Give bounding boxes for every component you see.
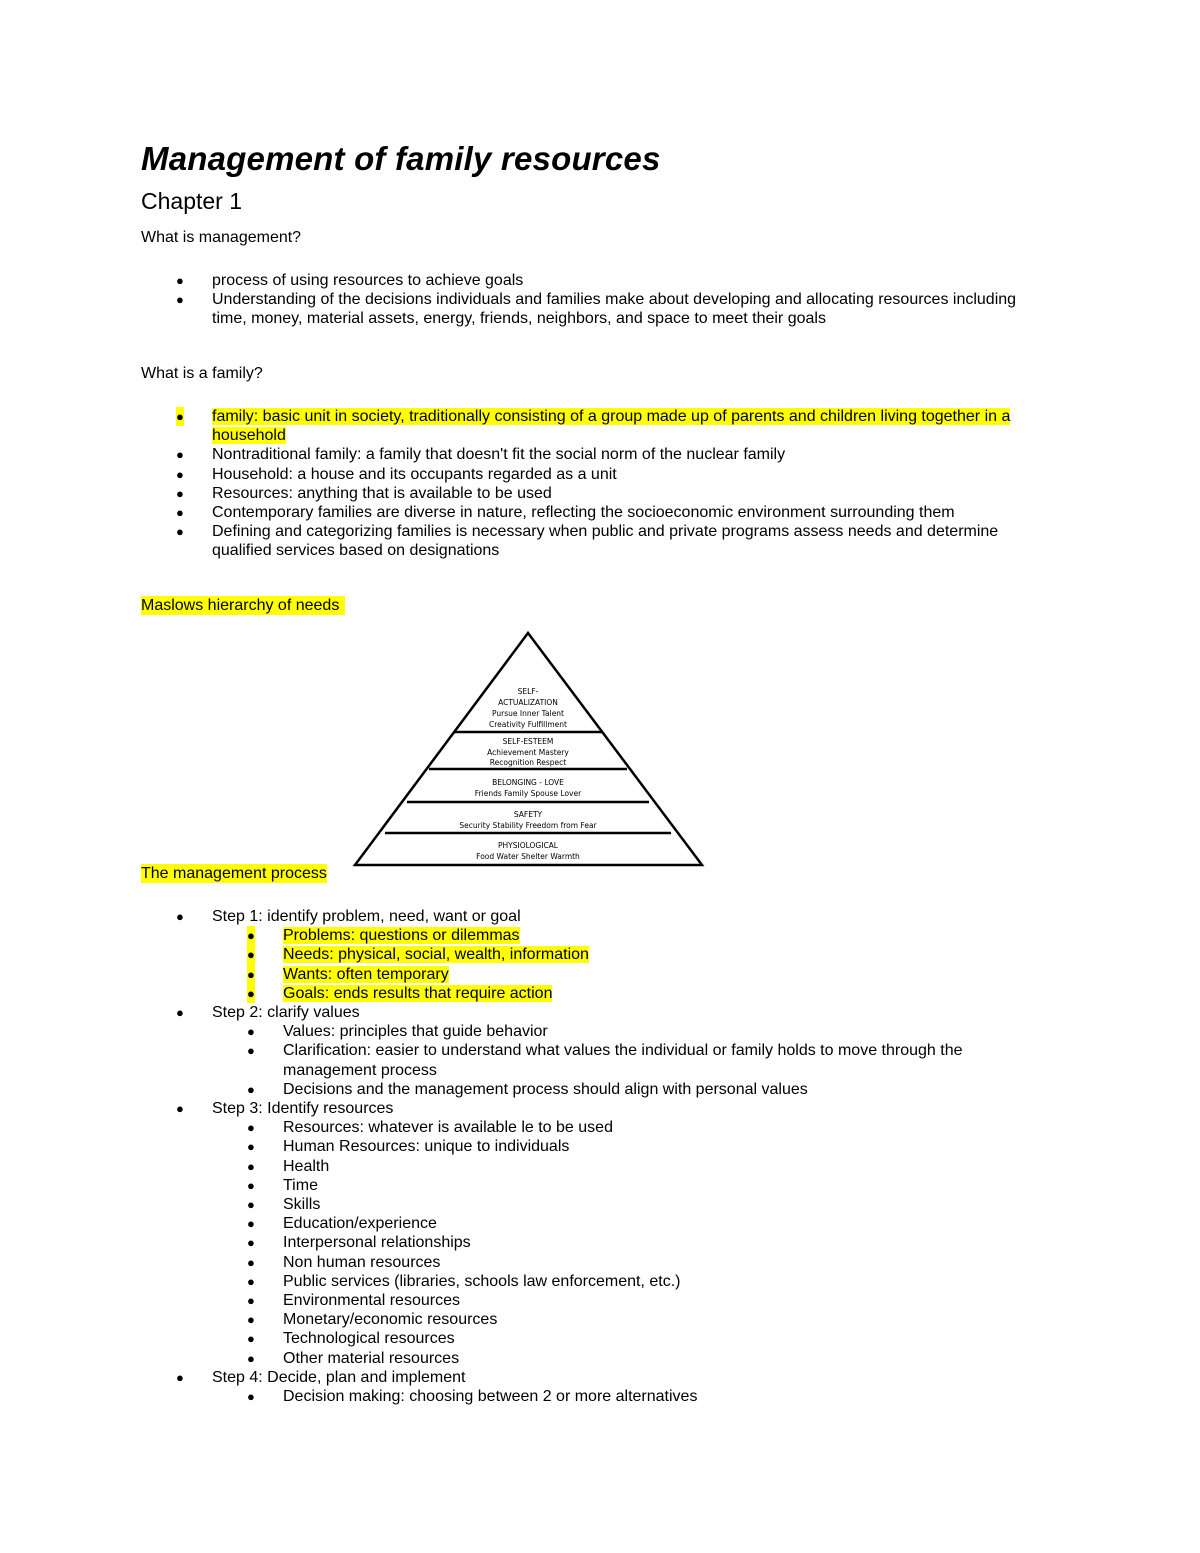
list-item: ● Decision making: choosing between 2 or more alternatives (247, 1388, 698, 1406)
list-item: ● Technological resources (247, 1330, 455, 1348)
family-list (141, 407, 1101, 561)
pyramid-label: BELONGING - LOVE (492, 778, 564, 787)
bullet-icon: ● (176, 407, 184, 426)
list-item-step: ● Step 1: identify problem, need, want or goal (176, 908, 521, 925)
bullet-icon: ● (247, 1254, 255, 1270)
bullet-icon: ● (247, 1293, 255, 1309)
bullet-icon: ● (247, 1158, 255, 1174)
list-item-continuation: time, money, material assets, energy, friends, neighbors, and space to meet their goals (212, 310, 826, 328)
bullet-icon: ● (176, 466, 184, 482)
list-item-step: ● Step 2: clarify values (176, 1004, 360, 1022)
list-item: ● Time (247, 1176, 318, 1194)
bullet-icon: ● (247, 1389, 255, 1405)
pyramid-label: Creativity Fulfillment (489, 720, 567, 729)
list-item-continuation: household (212, 427, 286, 445)
bullet-icon: ● (176, 447, 184, 463)
bullet-icon: ● (247, 1177, 255, 1193)
bullet-icon: ● (176, 1005, 184, 1021)
pyramid-label: SAFETY (513, 810, 543, 819)
management-process-heading: The management process (141, 865, 327, 882)
pyramid-label: Friends Family Spouse Lover (474, 789, 582, 798)
list-item: ● Defining and categorizing families is necessary when public and private programs assess needs and determine (176, 523, 999, 541)
bullet-icon: ● (247, 1312, 255, 1328)
list-item: ● Non human resources (247, 1253, 441, 1271)
management-list (141, 271, 1101, 329)
document-title: Management of family resources (141, 140, 661, 177)
list-item: ● Decisions and the management process should align with personal values (247, 1080, 808, 1098)
list-item: ● Interpersonal relationships (247, 1234, 471, 1252)
bullet-icon: ● (176, 1101, 184, 1117)
bullet-icon: ● (247, 945, 255, 964)
list-item: ● Household: a house and its occupants regarded as a unit (176, 465, 617, 483)
question-family: What is a family? (141, 365, 263, 382)
pyramid-label: Recognition Respect (489, 758, 567, 767)
list-item: ● Clarification: easier to understand what values the individual or family holds to move through the (247, 1042, 963, 1060)
bullet-icon: ● (247, 965, 255, 984)
list-item-highlighted: ● Problems: questions or dilemmas (247, 927, 520, 945)
pyramid-label: SELF-ESTEEM (502, 737, 554, 746)
pyramid-label: ACTUALIZATION (498, 698, 558, 707)
list-item: ● Education/experience (247, 1215, 437, 1233)
bullet-icon: ● (176, 1369, 184, 1385)
bullet-icon: ● (176, 273, 184, 288)
bullet-icon: ● (176, 505, 184, 521)
list-item: ● Resources: whatever is available le to be used (247, 1119, 613, 1137)
list-item-continuation: qualified services based on designations (212, 542, 500, 560)
bullet-icon: ● (176, 292, 184, 308)
question-management: What is management? (141, 229, 302, 246)
bullet-icon: ● (247, 1043, 255, 1059)
list-item-highlighted: ● Goals: ends results that require action (247, 984, 553, 1002)
list-item: ● Other material resources (247, 1349, 460, 1367)
maslow-heading: Maslows hierarchy of needs (141, 596, 345, 615)
bullet-icon: ● (247, 1139, 255, 1155)
bullet-icon: ● (247, 1197, 255, 1213)
list-item-highlighted: ● Needs: physical, social, wealth, information (247, 946, 589, 964)
list-item-highlighted: ● Wants: often temporary (247, 965, 449, 983)
list-item: ● Environmental resources (247, 1292, 460, 1310)
list-item: ● process of using resources to achieve goals (176, 272, 524, 289)
list-item-step: ● Step 4: Decide, plan and implement (176, 1368, 466, 1386)
bullet-icon: ● (176, 485, 184, 501)
maslow-pyramid-figure (345, 625, 713, 868)
bullet-icon: ● (247, 1273, 255, 1289)
bullet-icon: ● (247, 1350, 255, 1366)
list-item: ● Human Resources: unique to individuals (247, 1138, 570, 1156)
bullet-icon: ● (247, 1024, 255, 1040)
chapter-heading: Chapter 1 (141, 188, 243, 214)
bullet-icon: ● (247, 984, 255, 1003)
bullet-icon: ● (247, 1081, 255, 1097)
bullet-icon: ● (176, 524, 184, 540)
bullet-icon: ● (247, 1235, 255, 1251)
list-item: ● Contemporary families are diverse in nature, reflecting the socioeconomic environment surrounding them (176, 504, 955, 522)
list-item-step: ● Step 3: Identify resources (176, 1100, 394, 1118)
list-item: ● Skills (247, 1196, 321, 1214)
pyramid-svg (345, 625, 713, 868)
list-item: ● Public services (libraries, schools law enforcement, etc.) (247, 1272, 681, 1290)
pyramid-label: SELF- (517, 687, 539, 696)
list-item: ● Monetary/economic resources (247, 1311, 498, 1329)
bullet-icon: ● (247, 926, 255, 945)
list-item: ● Resources: anything that is available to be used (176, 484, 552, 502)
list-item-continuation: management process (283, 1061, 437, 1079)
list-item-highlighted: ● family: basic unit in society, traditionally consisting of a group made up of parents and children living together in a (176, 408, 1011, 425)
pyramid-label: Pursue Inner Talent (491, 709, 565, 718)
list-item: ● Understanding of the decisions individuals and families make about developing and allocating resources including (176, 291, 1017, 309)
list-item: ● Health (247, 1157, 330, 1175)
management-process-list (141, 907, 1101, 1406)
list-item: ● Values: principles that guide behavior (247, 1023, 548, 1041)
pyramid-label: Security Stability Freedom from Fear (459, 821, 597, 830)
pyramid-label: Food Water Shelter Warmth (476, 852, 580, 861)
pyramid-label: PHYSIOLOGICAL (497, 841, 559, 850)
pyramid-label: Achievement Mastery (487, 748, 569, 757)
bullet-icon: ● (247, 1216, 255, 1232)
bullet-icon: ● (176, 909, 184, 924)
list-item: ● Nontraditional family: a family that doesn't fit the social norm of the nuclear family (176, 446, 786, 464)
bullet-icon: ● (247, 1331, 255, 1347)
bullet-icon: ● (247, 1120, 255, 1136)
